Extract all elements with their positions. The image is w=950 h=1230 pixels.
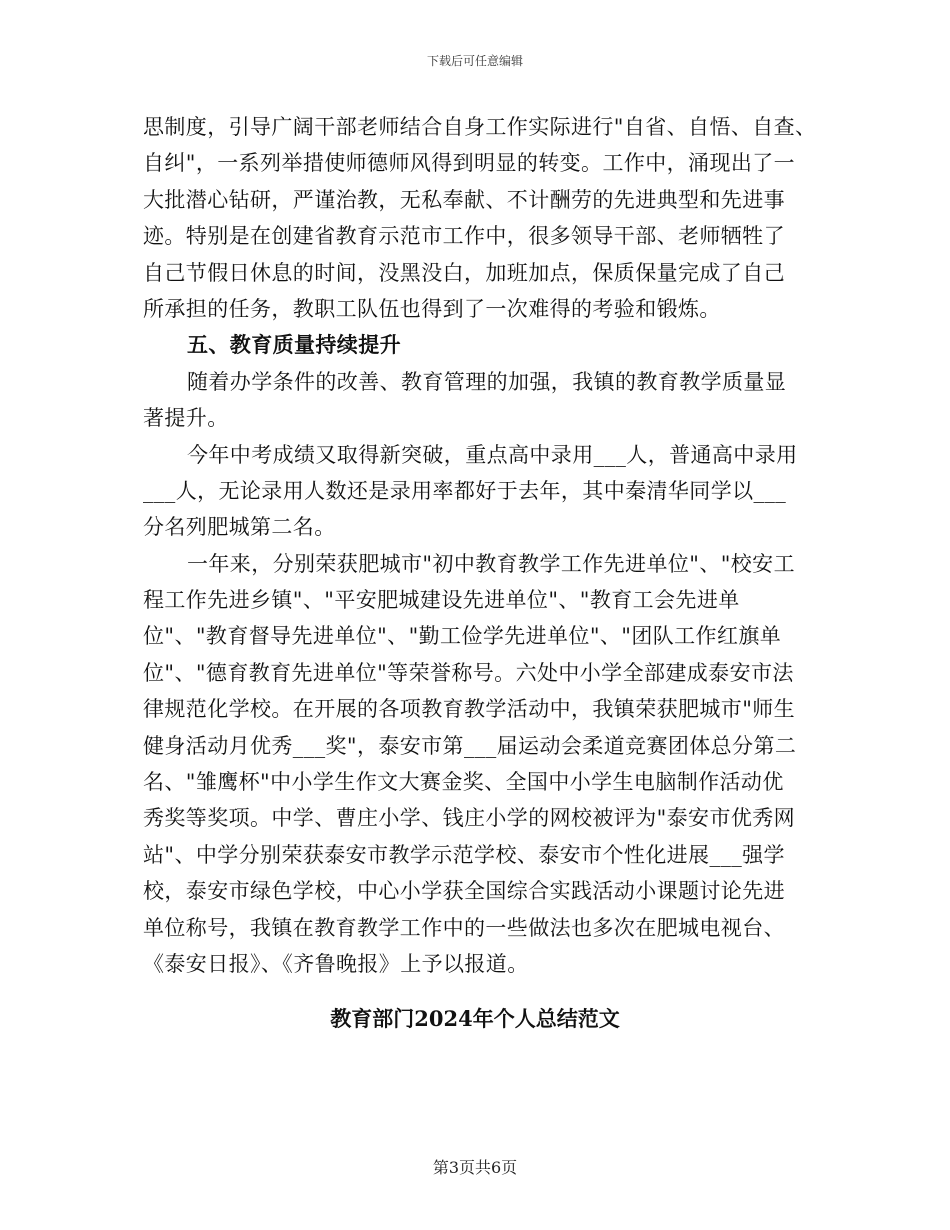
body-text-line: 名、"雏鹰杯"中小学生作文大赛金奖、全国中小学生电脑制作活动优 — [143, 770, 784, 795]
body-text-line: 位"、"德育教育先进单位"等荣誉称号。六处中小学全部建成泰安市法 — [143, 660, 794, 685]
body-text-line: 分名列肥城第二名。 — [143, 515, 336, 540]
body-text-line: 一年来，分别荣获肥城市"初中教育教学工作先进单位"、"校安工 — [187, 551, 795, 576]
body-text-line: 迹。特别是在创建省教育示范市工作中，很多领导干部、老师牺牲了 — [143, 224, 785, 249]
section-heading: 五、教育质量持续提升 — [187, 332, 401, 358]
body-text-line: 站"、中学分别荣获泰安市教学示范学校、泰安市个性化进展___强学 — [143, 842, 785, 867]
document-title: 教育部门2024年个人总结范文 — [330, 1006, 620, 1031]
document-body — [143, 109, 823, 982]
body-text-line: 健身活动月优秀___奖"，泰安市第___届运动会柔道竞赛团体总分第二 — [143, 733, 797, 758]
body-text-line: 《泰安日报》、《齐鲁晚报》上予以报道。 — [143, 951, 529, 976]
body-text-line: 思制度，引导广阔干部老师结合自身工作实际进行"自省、自悟、自查、 — [143, 115, 817, 139]
body-text-line: 位"、"教育督导先进单位"、"勤工俭学先进单位"、"团队工作红旗单 — [143, 624, 782, 649]
body-text-line: 随着办学条件的改善、教育管理的加强，我镇的教育教学质量显 — [187, 369, 787, 394]
body-text-line: 程工作先进乡镇"、"平安肥城建设先进单位"、"教育工会先进单 — [143, 588, 740, 613]
page-number-footer: 第3页共6页 — [432, 1158, 518, 1177]
page-header: 下载后可任意编辑 — [426, 54, 523, 68]
body-text-line: 单位称号，我镇在教育教学工作中的一些做法也多次在肥城电视台、 — [143, 915, 785, 940]
body-text-line: 著提升。 — [143, 406, 229, 431]
body-text-line: 校，泰安市绿色学校，中心小学获全国综合实践活动小课题讨论先进 — [143, 879, 785, 904]
body-text-line: 所承担的任务，教职工队伍也得到了一次难得的考验和锻炼。 — [143, 296, 721, 321]
body-text-line: 自纠"，一系列举措使师德师风得到明显的转变。工作中，涌现出了一 — [143, 151, 796, 176]
body-text-line: 律规范化学校。在开展的各项教育教学活动中，我镇荣获肥城市"师生 — [143, 697, 796, 722]
body-text-line: 大批潜心钻研，严谨治教，无私奉献、不计酬劳的先进典型和先进事 — [143, 187, 785, 212]
body-text-line: 自己节假日休息的时间，没黑没白，加班加点，保质保量完成了自己 — [143, 260, 785, 285]
body-text-line: ___人，无论录用人数还是录用率都好于去年，其中秦清华同学以___ — [143, 478, 787, 503]
body-text-line: 今年中考成绩又取得新突破，重点高中录用___人，普通高中录用 — [187, 442, 798, 467]
body-text-line: 秀奖等奖项。中学、曹庄小学、钱庄小学的网校被评为"泰安市优秀网 — [143, 806, 796, 831]
